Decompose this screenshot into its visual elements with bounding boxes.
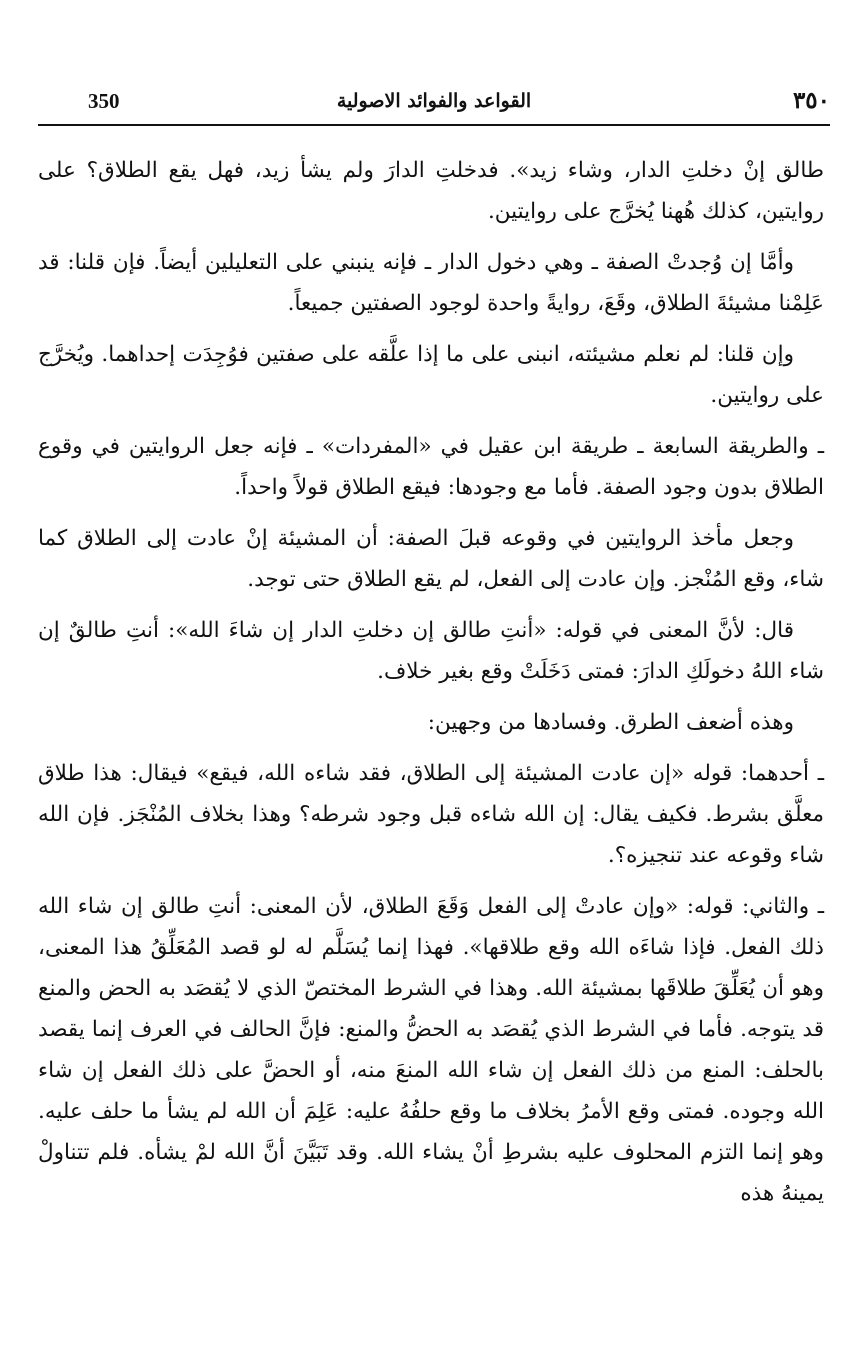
header-rule (38, 124, 830, 126)
paragraph: ـ أحدهما: قوله «إن عادت المشيئة إلى الطلاق، فقد شاءه الله، فيقع» فيقال: هذا طلاق معلَّق بشرط. فكيف يقال: إن الله شاءه قبل وجود شرطه؟ وهذا بخلاف المُنْجَز. فإن الله شاء وقوعه عند تنجيزه؟. (38, 761, 824, 868)
paragraph: وأمَّا إن وُجدتْ الصفة ـ وهي دخول الدار ـ فإنه ينبني على التعليلين أيضاً. فإن قلنا: قد عَلِمْنا مشيئةَ الطلاق، وقَعَ، روايةً واحدة لوجود الصفتين جميعاً. (38, 250, 824, 316)
page-header (38, 86, 830, 122)
paragraph: وجعل مأخذ الروايتين في وقوعه قبلَ الصفة: أن المشيئة إنْ عادت إلى الطلاق كما شاء، وقع المُنْجز. وإن عادت إلى الفعل، لم يقع الطلاق حتى توجد. (38, 526, 824, 592)
paragraph: طالق إنْ دخلتِ الدار، وشاء زيد». فدخلتِ الدارَ ولم يشأ زيد، فهل يقع الطلاق؟ على روايتين، كذلك هُهنا يُخرَّج على روايتين. (38, 158, 825, 224)
paragraph: ـ والثاني: قوله: «وإن عادتْ إلى الفعل وَقَعَ الطلاق، لأن المعنى: أنتِ طالق إن شاء الله ذلك الفعل. فإذا شاءَه الله وقع طلاقها». فهذا إنما يُسَلَّم له لو قصد المُعَلِّقُ هذا المعنى، وهو أن يُعَلِّقَ طلاقَها بمشيئة الله. وهذا في الشرط المختصّ الذي لا يُقصَد به الحض والمنع قد يتوجه. فأما في الشرط الذي يُقصَد به الحضُّ والمنع: فإنَّ الحالف في العرف إنما يقصد بالحلف: المنع من ذلك الفعل إن شاء الله المنعَ منه، أو الحضَّ على ذلك الفعل إن شاء الله وجوده. فمتى وقع الأمرُ بخلاف ما وقع حلفُهُ عليه: عَلِمَ أن الله لم يشأ ما حلف عليه. وهو إنما التزم المحلوف عليه بشرطِ أنْ يشاء الله. وقد تَبَيَّنَ أنَّ الله لمْ يشأه. فلم تتناولْ يمينهُ هذه (38, 894, 824, 1206)
body-text (38, 150, 824, 1224)
paragraph: وإن قلنا: لم نعلم مشيئته، انبنى على ما إذا علَّقه على صفتين فوُجِدَت إحداهما. ويُخرَّج على روايتين. (38, 342, 824, 408)
running-title: القواعد والفوائد الاصولية (336, 90, 532, 112)
paragraph: وهذه أضعف الطرق. وفسادها من وجهين: (427, 710, 794, 735)
paragraph: ـ والطريقة السابعة ـ طريقة ابن عقيل في «المفردات» ـ فإنه جعل الروايتين في وقوع الطلاق بدون وجود الصفة. فأما مع وجودها: فيقع الطلاق قولاً واحداً. (38, 434, 824, 500)
page-number-arabic: ٣٥٠ (792, 87, 830, 114)
page-number-latin: 350 (88, 89, 120, 113)
paragraph: قال: لأنَّ المعنى في قوله: «أنتِ طالق إن دخلتِ الدار إن شاءَ الله»: أنتِ طالقٌ إن شاء اللهُ دخولَكِ الدارَ: فمتى دَخَلَتْ وقع بغير خلاف. (38, 618, 824, 684)
